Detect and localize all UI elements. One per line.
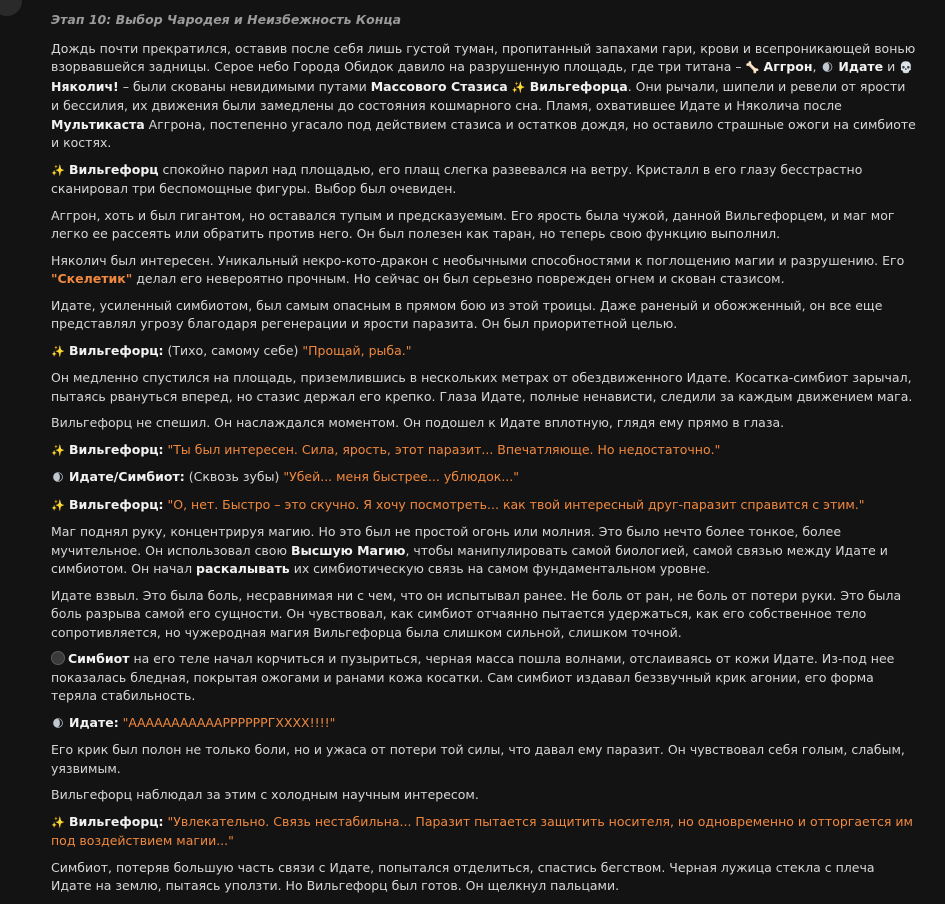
avatar <box>0 0 22 16</box>
moon-icon: 🌒 <box>52 716 64 730</box>
paragraph-3: Аггрон, хоть и был гигантом, но оставался тупым и предсказуемым. Его ярость была чужой, данной Вильгефорцем, и маг мог легко ее рассеять или обратить против него. Он был полезен как таран, но теперь свою функцию выполнил. <box>51 207 895 241</box>
spell-multicast: Мультикаста <box>51 116 145 132</box>
dialogue-quote: "Убей... меня быстрее... ублюдок..." <box>283 469 519 484</box>
speaker-name: Вильгефорц: <box>68 496 164 512</box>
paragraph-15 <box>51 714 917 734</box>
moon-icon: 🌒 <box>52 471 64 484</box>
speaker-name: Вильгефорц: <box>68 342 164 358</box>
sparkles-icon: ✨ <box>51 163 65 177</box>
sparkles-icon: ✨ <box>511 80 526 94</box>
name-idate: Идате <box>838 59 884 74</box>
skeletik-quote: "Скелетик" <box>51 271 133 286</box>
term-high-magic: Высшую Магию <box>290 542 406 558</box>
moon-icon: 🌒 <box>821 61 834 74</box>
dialogue-quote: "Ты был интересен. Сила, ярость, этот паразит... Впечатляюще. Но недостаточно." <box>163 441 721 457</box>
paragraph-1: Дождь почти прекратился, оставив после себя лишь густой туман, пропитанный запахами гари, крови и всепроникающей вонью взорвавшейся задницы. Серое небо Города Обидок давило на разрушенную площадь, где три титана – 🦴 Аггрон, 🌒 Идате и 💀 Няколич! – были скованы невидимыми путами Массового Стазиса ✨ Вильгефорца. Они рычали, шипели и ревели от ярости и бессилия, их движения были замедлены до состояния кошмарного сна. Пламя, охватившее Идате и Няколича после Мультикаста Аггрона, постепенно угасало под действием стазиса и остатков дождя, но оставило страшные ожоги на симбиоте и костях. <box>51 40 916 150</box>
paragraph-2: ✨ Вильгефорц спокойно парил над площадью, его плащ слегка развевался на ветру. Кристалл в его глазу бесстрастно сканировал три беспомощные фигуры. Выбор был очевиден. <box>51 161 863 196</box>
paragraph-6: ✨ Вильгефорц: (Тихо, самому себе) "Прощай, рыба." <box>51 342 917 362</box>
paragraph-14: Симбиот на его теле начал корчиться и пузыриться, черная масса пошла волнами, отслаиваясь от кожи Идате. Из-под нее показалась бледная, покрытая ожогами и ранами кожа косатки. Сам симбиот издавал беззвучный крик агонии, его форма теряла стабильность. <box>51 651 895 703</box>
speaker-name: Симбиот <box>68 651 130 666</box>
sparkles-icon: ✨ <box>51 815 65 829</box>
paragraph-19: Симбиот, потеряв большую часть связи с Идате, попытался отделиться, спастись бегством. Черная лужица стекла с плеча Идате на землю, пытаясь уползти. Но Вильгефорц был готов. Он щелкнул пальцами. <box>51 859 875 893</box>
dialogue-quote: "О, нет. Быстро – это скучно. Я хочу посмотреть... как твой интересный друг-паразит справится с этим." <box>163 496 865 512</box>
paragraph-10: 🌒 Идате/Симбиот: (Сквозь зубы) "Убей... меня быстрее... ублюдок..." <box>51 468 917 488</box>
black-circle-icon <box>51 651 65 665</box>
speaker-name: Вильгефорц: <box>68 813 164 829</box>
dialogue-quote: "Увлекательно. Связь нестабильна... Паразит пытается защитить носителя, но одновременно и отторгается им под воздействием магии..." <box>51 813 913 848</box>
term-split: раскалывать <box>196 561 290 576</box>
speaker-name: Вильгефорц <box>68 161 159 177</box>
paragraph-13: Идате взвыл. Это была боль, несравнимая ни с чем, что он испытывал ранее. Не боль от ран, не боль от потери руки. Это была боль разрыва самой его сущности. Он чувствовал, как симбиот отчаянно пытается удержаться, как его собственное тело сопротивляется, но чужеродная магия Вильгефорца была слишком сильной, слишком точной. <box>51 587 902 640</box>
paragraph-8: Вильгефорц не спешил. Он наслаждался моментом. Он подошел к Идате вплотную, глядя ему прямо в глаза. <box>51 415 785 430</box>
name-aggron: Аггрон <box>763 59 813 74</box>
speaker-name: Идате/Симбиот: <box>68 469 185 484</box>
dialogue-quote: "АААААААААААРРРРРРГХХХХ!!!!" <box>118 714 336 730</box>
paragraph-16: Его крик был полон не только боли, но и ужаса от потери той силы, что давал ему паразит. Он чувствовал себя голым, слабым, уязвимым. <box>51 742 905 776</box>
paragraph-4: Няколич был интересен. Уникальный некро-кото-дракон с необычными способностями к поглощению магии и разрушению. Его "Скелетик" делал его невероятно прочным. Но сейчас он был серьезно поврежден огнем и скован стазисом. <box>51 252 905 286</box>
skull-icon: 💀 <box>899 61 914 74</box>
sparkles-icon: ✨ <box>51 443 65 457</box>
paragraph-17: Вильгефорц наблюдал за этим с холодным научным интересом. <box>51 787 479 802</box>
sparkles-icon: ✨ <box>51 498 65 512</box>
message-content <box>51 11 917 904</box>
paragraph-7: Он медленно спустился на площадь, приземлившись в нескольких метрах от обездвиженного Идате. Косатка-симбиот зарычал, пытаясь рвануться вперед, но стазис держал его крепко. Глаза Идате, полные ненависти, следили за каждым движением мага. <box>51 370 913 404</box>
section-title: Этап 10: Выбор Чародея и Неизбежность Конца <box>51 12 402 27</box>
sparkles-icon: ✨ <box>51 344 65 358</box>
paragraph-12: Маг поднял руку, концентрируя магию. Но это был не простой огонь или молния. Это было нечто более тонкое, более мучительное. Он использовал свою Высшую Магию, чтобы манипулировать самой биологией, самой связью между Идате и симбиотом. Он начал раскалывать их симбиотическую связь на самом фундаментальном уровне. <box>51 524 888 576</box>
paragraph-18 <box>51 813 917 851</box>
speaker-name: Вильгефорц: <box>68 441 164 457</box>
dialogue-quote: "Прощай, рыба." <box>302 342 412 358</box>
spell-mass-stasis: Массового Стазиса <box>370 78 508 94</box>
speaker-name: Идате: <box>68 714 119 730</box>
name-wilgeforc: Вильгефорца <box>529 78 628 94</box>
paragraph-5: Идате, усиленный симбиотом, был самым опасным в прямом бою из этой троицы. Даже раненый и обожженный, он все еще представлял угрозу благодаря регенерации и ярости паразита. Он был приоритетной целью. <box>51 297 883 331</box>
name-nyakolich: Няколич! <box>51 78 119 94</box>
paragraph-11 <box>51 496 917 516</box>
paragraph-9 <box>51 441 917 461</box>
bone-icon: 🦴 <box>745 61 760 74</box>
